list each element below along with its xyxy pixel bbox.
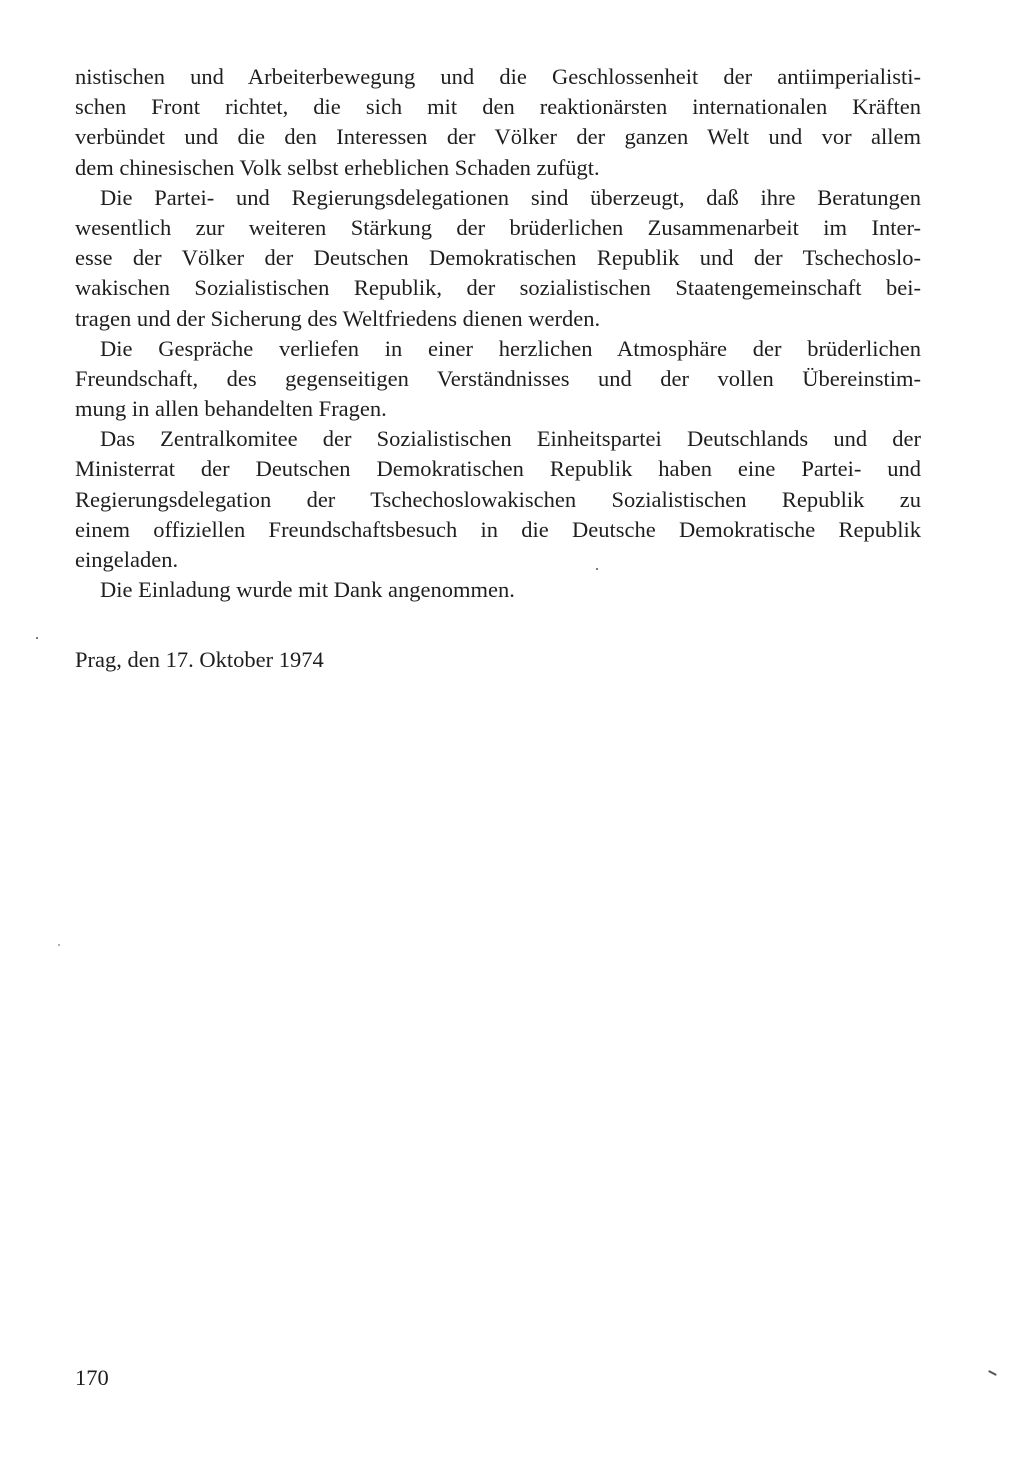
text-line: dem chinesischen Volk selbst erheblichen Schaden zufügt. [75, 154, 600, 180]
text-line: esse der Völker der Deutschen Demokratischen Republik und der Tschechoslo- [75, 245, 921, 271]
body-text [75, 62, 921, 605]
paragraph [75, 183, 921, 334]
text-line: verbündet und die den Interessen der Völker der ganzen Welt und vor allem [75, 124, 921, 150]
scan-speck [596, 568, 598, 570]
text-line: Das Zentralkomitee der Sozialistischen Einheitspartei Deutschlands und der [100, 426, 921, 452]
text-line: tragen und der Sicherung des Weltfriedens dienen werden. [75, 305, 601, 331]
text-line: wakischen Sozialistischen Republik, der sozialistischen Staatengemeinschaft bei- [75, 275, 921, 301]
place-date: Prag, den 17. Oktober 1974 [75, 647, 324, 672]
scan-speck [36, 637, 38, 639]
text-line: eingeladen. [75, 547, 179, 572]
text-line: schen Front richtet, die sich mit den reaktionärsten internationalen Kräften [75, 94, 921, 120]
text-line: Ministerrat der Deutschen Demokratischen Republik haben eine Partei- und [75, 456, 921, 482]
text-line: Regierungsdelegation der Tschechoslowakischen Sozialistischen Republik zu [75, 486, 921, 512]
page-number: 170 [75, 1365, 109, 1390]
text-line: einem offiziellen Freundschaftsbesuch in die Deutsche Demokratische Republik [75, 516, 921, 542]
paragraph [75, 334, 921, 425]
paragraph [75, 575, 921, 605]
text-line: Die Gespräche verliefen in einer herzlichen Atmosphäre der brüderlichen [100, 335, 921, 361]
paragraph [75, 62, 921, 183]
text-line: nistischen und Arbeiterbewegung und die Geschlossenheit der antiimperialisti- [75, 64, 921, 89]
text-line: mung in allen behandelten Fragen. [75, 396, 387, 422]
text-line: wesentlich zur weiteren Stärkung der brüderlichen Zusammenarbeit im Inter- [75, 214, 921, 240]
scan-speck [58, 944, 60, 946]
text-line: Freundschaft, des gegenseitigen Verständnisses und der vollen Übereinstim- [75, 365, 921, 391]
text-line: Die Einladung wurde mit Dank angenommen. [100, 577, 515, 603]
scan-speck [988, 1370, 997, 1376]
text-line: Die Partei- und Regierungsdelegationen sind überzeugt, daß ihre Beratungen [100, 184, 921, 210]
paragraph [75, 424, 921, 575]
